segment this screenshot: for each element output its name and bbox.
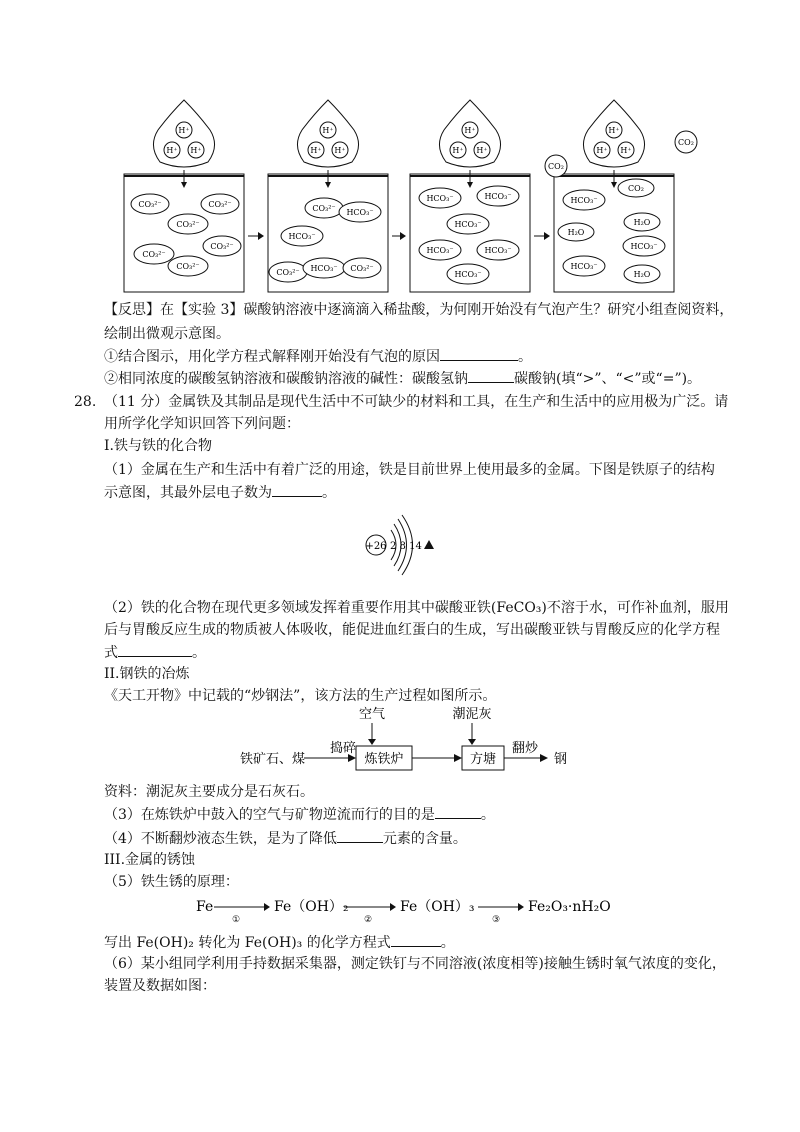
question-2-4-text-a: （4）不断翻炒液态生铁，是为了降低 xyxy=(104,831,337,847)
h-ion-label: H⁺ xyxy=(608,126,620,135)
ion-label: CO₂ xyxy=(628,184,644,193)
question-1-end: 。 xyxy=(518,349,532,365)
question-2-3-end: 。 xyxy=(480,807,495,823)
co2-bubble-label: CO₂ xyxy=(548,162,564,171)
question-1-2-line-3 xyxy=(104,642,206,663)
ion-label: HCO₃⁻ xyxy=(346,208,374,217)
ion-label: CO₃²⁻ xyxy=(176,262,200,271)
problem-28-number: 28. xyxy=(74,394,97,410)
h-ion-label: H⁺ xyxy=(596,146,608,155)
step-marker: ② xyxy=(363,915,373,925)
step-marker: ① xyxy=(231,915,241,925)
beaker-3 xyxy=(410,100,550,292)
ion-label: CO₃²⁻ xyxy=(176,220,200,229)
section-1-title: I.铁与铁的化合物 xyxy=(104,438,212,454)
ion-label: H₂O xyxy=(567,228,585,237)
question-1-text: ①结合图示，用化学方程式解释刚开始没有气泡的原因 xyxy=(104,349,440,365)
question-1 xyxy=(104,346,532,367)
h-ion-label: H⁺ xyxy=(476,146,488,155)
atom-nucleus-label: +26 xyxy=(365,541,387,552)
ion-label: HCO₃⁻ xyxy=(630,242,658,251)
h-ion-label: H⁺ xyxy=(620,146,632,155)
flow-crush-label: 捣碎 xyxy=(330,741,357,756)
answer-blank-3[interactable] xyxy=(272,482,322,497)
arrow-down-icon xyxy=(181,182,187,188)
question-1-2-line-2: 后与胃酸反应生成的物质被人体吸收，能促进血红蛋白的生成，写出碳酸亚铁与胃酸反应的化学方程 xyxy=(104,622,720,638)
beaker-1 xyxy=(124,100,264,292)
question-2-text-b: 碳酸钠(填“>”、“<”或“=”)。 xyxy=(514,371,702,387)
answer-blank-1[interactable] xyxy=(440,346,518,361)
question-3-5b xyxy=(104,932,455,953)
step-marker: ③ xyxy=(491,915,501,925)
h-ion-label: H⁺ xyxy=(166,146,178,155)
question-2-text-a: ②相同浓度的碳酸氢钠溶液和碳酸钠溶液的碱性：碳酸氢钠 xyxy=(104,371,468,387)
flow-air-label: 空气 xyxy=(358,707,386,722)
arrow-right-icon xyxy=(400,232,406,240)
question-2-4-text-b: 元素的含量。 xyxy=(382,831,467,847)
flow-start-label: 铁矿石、煤 xyxy=(240,752,306,767)
ion-label: HCO₃⁻ xyxy=(288,232,316,241)
question-3-6-line-2: 装置及数据如图： xyxy=(104,978,216,994)
note-line: 资料：潮泥灰主要成分是石灰石。 xyxy=(104,784,314,800)
question-2 xyxy=(104,368,701,389)
ion-label: CO₃²⁻ xyxy=(312,204,336,213)
flow-mud-label: 潮泥灰 xyxy=(452,707,492,722)
ion-label: HCO₃⁻ xyxy=(570,196,598,205)
answer-blank-4[interactable] xyxy=(118,642,192,657)
question-2-4 xyxy=(104,828,467,849)
rust-end-product: Fe₂O₃·nH₂O xyxy=(528,899,611,915)
arrow-right-icon xyxy=(264,903,270,911)
question-1-2-text: 式 xyxy=(104,645,118,661)
answer-blank-2[interactable] xyxy=(468,368,514,383)
h-ion-label: H⁺ xyxy=(322,126,334,135)
arrow-down-icon xyxy=(325,182,331,188)
steel-process-flowchart xyxy=(236,705,576,775)
ion-label: HCO₃⁻ xyxy=(570,262,598,271)
rust-reaction-chain xyxy=(196,894,626,926)
flow-end-label: 钢 xyxy=(554,752,568,767)
problem-28-line-2: 用所学化学知识回答下列问题： xyxy=(104,416,300,432)
question-1-1-line-1: （1）金属在生产和生活中有着广泛的用途，铁是目前世界上使用最多的金属。下图是铁原子的结构 xyxy=(104,462,715,478)
h-ion-label: H⁺ xyxy=(334,146,346,155)
beaker-4 xyxy=(545,100,697,292)
flow-furnace-label: 炼铁炉 xyxy=(364,752,404,767)
reflection-line-2: 绘制出微观示意图。 xyxy=(104,326,230,342)
ion-label: HCO₃⁻ xyxy=(454,270,482,279)
ion-label: CO₃²⁻ xyxy=(138,200,162,209)
micro-diagram xyxy=(118,96,738,296)
steel-method-intro: 《天工开物》中记载的“炒钢法”，该方法的生产过程如图所示。 xyxy=(104,688,497,704)
ion-label: HCO₃⁻ xyxy=(484,192,512,201)
answer-blank-5[interactable] xyxy=(435,804,481,819)
arrow-down-icon xyxy=(611,182,617,188)
arrow-right-icon xyxy=(544,232,550,240)
question-1-1-end: 。 xyxy=(322,485,336,501)
section-2-title: II.钢铁的冶炼 xyxy=(104,666,190,682)
ion-label: HCO₃⁻ xyxy=(426,246,454,255)
electron-count-marker-icon xyxy=(424,540,434,549)
rust-fe-oh2: Fe（OH）₂ xyxy=(274,899,349,915)
ion-label: H₂O xyxy=(633,218,651,227)
arrow-right-icon xyxy=(390,903,396,911)
ion-label: CO₃²⁻ xyxy=(210,242,234,251)
problem-28-line-1: （11 分）金属铁及其制品是现代生活中不可缺少的材料和工具，在生产和生活中的应用极为广泛。请 xyxy=(104,394,729,410)
flow-stir-label: 翻炒 xyxy=(512,741,539,756)
beaker-2 xyxy=(268,100,406,292)
ion-label: CO₃²⁻ xyxy=(208,200,232,209)
question-1-2-end: 。 xyxy=(192,645,206,661)
question-3-5b-end: 。 xyxy=(440,935,455,951)
ion-label: HCO₃⁻ xyxy=(484,246,512,255)
ion-label: HCO₃⁻ xyxy=(454,220,482,229)
h-ion-label: H⁺ xyxy=(464,126,476,135)
co2-bubble-label: CO₂ xyxy=(678,138,694,147)
ion-label: CO₃²⁻ xyxy=(350,264,374,273)
question-1-1-text: 示意图，其最外层电子数为 xyxy=(104,485,272,501)
h-ion-label: H⁺ xyxy=(190,146,202,155)
answer-blank-7[interactable] xyxy=(391,932,441,947)
question-2-3 xyxy=(104,804,495,825)
arrow-right-icon xyxy=(454,754,462,762)
ion-label: CO₃²⁻ xyxy=(142,250,166,259)
answer-blank-6[interactable] xyxy=(337,828,383,843)
question-2-3-text: （3）在炼铁炉中鼓入的空气与矿物逆流而行的目的是 xyxy=(104,807,435,823)
arrow-right-icon xyxy=(540,754,548,762)
question-1-1-line-2 xyxy=(104,482,336,503)
section-3-title: III.金属的锈蚀 xyxy=(104,852,196,868)
arrow-right-icon xyxy=(518,903,524,911)
arrow-right-icon xyxy=(258,232,264,240)
flow-pool-label: 方塘 xyxy=(469,752,497,767)
atom-shell-electrons: 2 8 14 xyxy=(390,541,422,552)
question-3-6-line-1: （6）某小组同学利用手持数据采集器，测定铁钉与不同溶液(浓度相等)接触生锈时氧气浓度的变化， xyxy=(104,956,726,972)
h-ion-label: H⁺ xyxy=(452,146,464,155)
arrow-down-icon xyxy=(468,739,476,745)
ion-label: CO₃²⁻ xyxy=(276,268,300,277)
arrow-down-icon xyxy=(467,182,473,188)
question-1-2-line-1: （2）铁的化合物在现代更多领域发挥着重要作用其中碳酸亚铁(FeCO₃)不溶于水，可作补血剂，服用 xyxy=(104,600,729,616)
question-3-5b-text: 写出 Fe(OH)₂ 转化为 Fe(OH)₃ 的化学方程式 xyxy=(104,935,391,951)
ion-label: H₂O xyxy=(633,270,651,279)
ion-label: HCO₃⁻ xyxy=(426,194,454,203)
rust-fe-oh3: Fe（OH）₃ xyxy=(400,899,475,915)
iron-atom-structure-diagram xyxy=(358,512,448,578)
arrow-down-icon xyxy=(368,739,376,745)
rust-fe: Fe xyxy=(196,899,214,915)
reflection-line-1: 【反思】在【实验 3】碳酸钠溶液中逐滴滴入稀盐酸，为何刚开始没有气泡产生？研究小组查阅资料， xyxy=(104,302,734,318)
question-3-5: （5）铁生锈的原理： xyxy=(104,874,239,890)
h-ion-label: H⁺ xyxy=(178,126,190,135)
h-ion-label: H⁺ xyxy=(310,146,322,155)
ion-label: HCO₃⁻ xyxy=(310,264,338,273)
